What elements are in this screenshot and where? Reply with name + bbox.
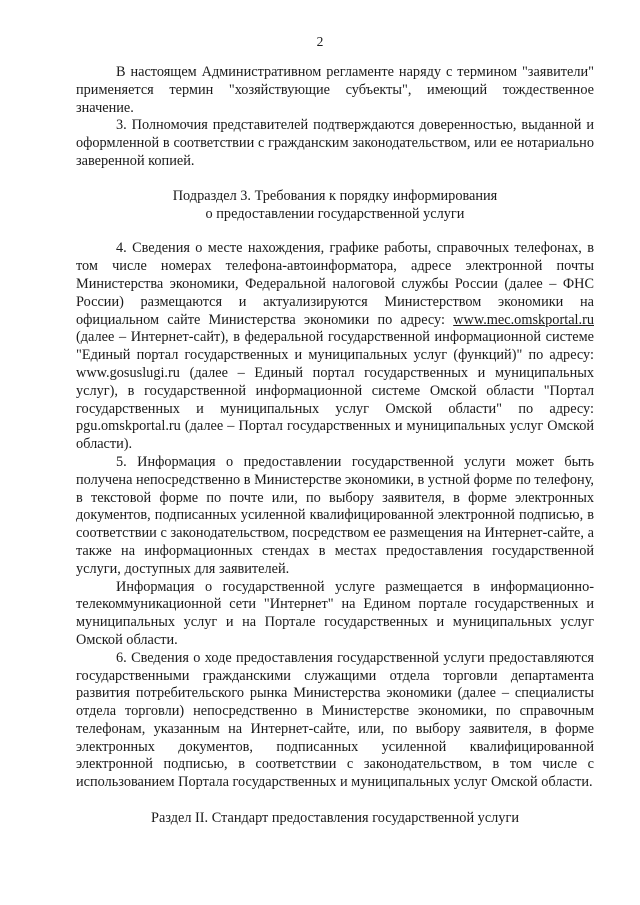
paragraph-4-text-b: (далее – Интернет-сайт), в федеральной государственной информационной системе "Единый портал государственных и муниципальных услуг (функций)" по адресу: www.gosuslugi.ru (далее – Единый портал государственных и муниципальных услуг), в государственной информационной системе Омской области "Портал государственных и муниципальных услуг Омской области" по адресу: pgu.omskportal.ru (далее – Портал государственных и муниципальных услуг Омской области). xyxy=(76,329,594,453)
paragraph-6: 6. Сведения о ходе предоставления государственной услуги предоставляются государственными гражданскими служащими отдела торговли департамента развития потребительского рынка Министерства экономики (далее – специалисты отдела торговли) непосредственно в Министерстве экономики, по справочным телефонам, указанным на Интернет-сайте, или, по выбору заявителя, в форме электронных документов, подписанных усиленной квалифицированной электронной подписью, в соответствии с законодательством, в том числе с использованием Портала государственных и муниципальных услуг Омской области. xyxy=(76,649,594,791)
paragraph-5-info: Информация о государственной услуге размещается в информационно-телекоммуникационной сети "Интернет" на Едином портале государственных и муниципальных услуг и на Портале государственных и муниципальных услуг Омской области. xyxy=(76,578,594,648)
paragraph-terms: В настоящем Административном регламенте наряду с термином "заявители" применяется термин "хозяйствующие субъекты", имеющий тождественное значение. xyxy=(76,64,594,116)
paragraph-5: 5. Информация о предоставлении государственной услуги может быть получена непосредственно в Министерстве экономики, в устной форме по телефону, в текстовой форме по почте или, по выбору заявителя, в форме электронных документов, подписанных усиленной квалифицированной электронной подписью, в соответствии с законодательством, посредством ее размещения на Интернет-сайте, а также на информационных стендах в местах предоставления государственной услуги, доступных для заявителей. xyxy=(76,453,594,577)
section-2-heading: Раздел II. Стандарт предоставления государственной услуги xyxy=(151,810,519,827)
paragraph-4-text-a: 4. Сведения о месте нахождения, графике работы, справочных телефонах, в том числе номерах телефона-автоинформатора, адресе электронной почты Министерства экономики, Федеральной налоговой службы России (далее – ФНС России) размещаются и актуализируются Министерством экономики на официальном сайте Министерства экономики по адресу: xyxy=(76,240,594,328)
page-number: 2 xyxy=(316,34,324,49)
paragraph-3: 3. Полномочия представителей подтверждаются доверенностью, выданной и оформленной в соответствии с гражданским законодательством, или ее нотариально заверенной копией. xyxy=(76,117,594,169)
subsection-3-heading-line1: Подраздел 3. Требования к порядку информирования xyxy=(172,187,498,204)
subsection-3-heading-line2: о предоставлении государственной услуги xyxy=(205,205,465,222)
document-body xyxy=(76,64,594,828)
ministry-website-link[interactable]: www.mec.omskportal.ru xyxy=(453,311,594,328)
paragraph-4 xyxy=(76,240,594,454)
